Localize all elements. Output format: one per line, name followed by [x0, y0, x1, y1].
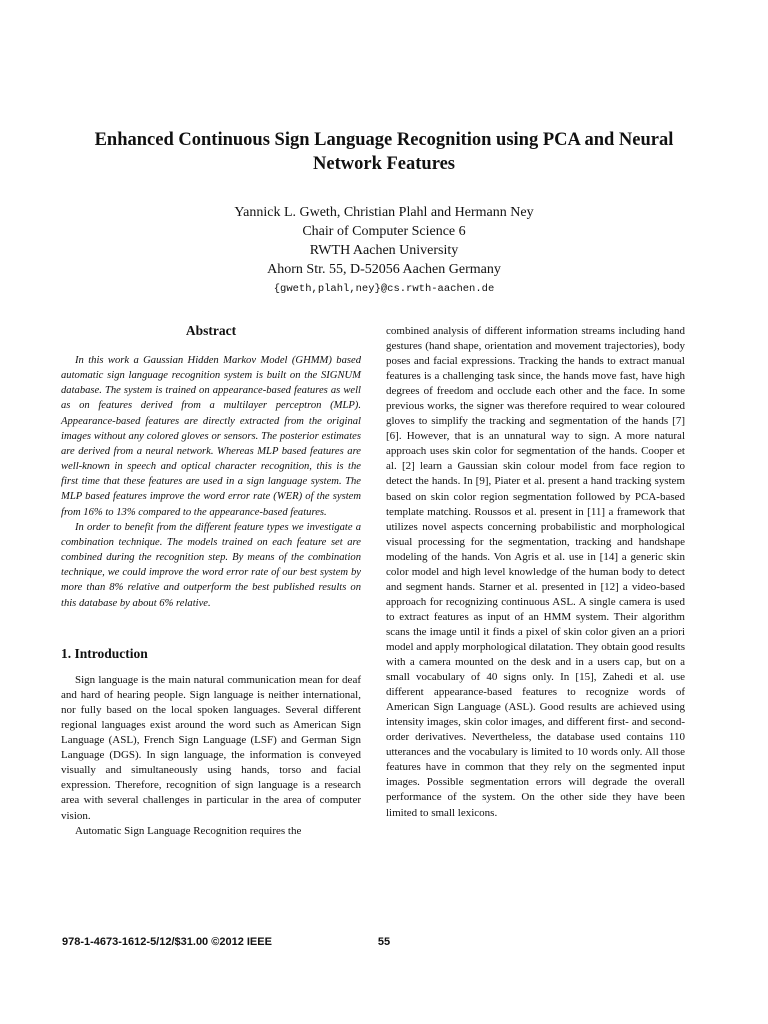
body-paragraph: Sign language is the main natural communication mean for deaf and hard of hearing people. Sign language is neither international, nor fully based on the local spoken languages. Several different regional languages exist around the word such as American Sign Language (ASL), French Sign Language (LSF) and German Sign Language (DGS). In sign language, the information is conveyed visually and simultaneously using hands, torso and facial expression. Therefore, recognition of sign language is a research area with several challenges in particular in the area of computer vision. [61, 673, 361, 822]
affiliation-line: Ahorn Str. 55, D-52056 Aachen Germany [267, 262, 501, 277]
author-block [60, 203, 708, 297]
abstract-paragraph: In order to benefit from the different feature types we investigate a combination technique. The models trained on each feature set are combined during the recognition step. By means of the combination technique, we could improve the word error rate of our best system by more than 8% relative and outperform the best published results on this database by about 6% relative. [61, 521, 361, 609]
page-number: 55 [377, 936, 391, 948]
affiliation-line: Chair of Computer Science 6 [302, 224, 466, 239]
introduction-section [61, 645, 361, 839]
right-column [386, 324, 685, 821]
paper-title [60, 128, 708, 176]
left-column [61, 321, 361, 839]
affiliation-line: RWTH Aachen University [309, 243, 459, 258]
abstract-section [61, 321, 361, 611]
abstract-paragraph: In this work a Gaussian Hidden Markov Model (GHMM) based automatic sign language recognition system is built on the SIGNUM database. The system is trained on appearance-based features as well as on features derived from a multilayer perceptron (MLP). Appearance-based features are directly extracted from the original images without any colored gloves or sensors. The posterior estimates are derived from a neural network. Whereas MLP based features are well-known in speech and optical character recognition, this is the first time that these features are used in a sign language system. The MLP based features improve the word error rate (WER) of the system from 16% to 13% compared to the appearance-based features. [61, 355, 361, 518]
title-line: Network Features [313, 154, 455, 174]
title-line: Enhanced Continuous Sign Language Recognition using PCA and Neural [94, 130, 674, 150]
copyright-footer: 978-1-4673-1612-5/12/$31.00 ©2012 IEEE [62, 936, 272, 948]
abstract-heading: Abstract [185, 323, 237, 338]
author-names: Yannick L. Gweth, Christian Plahl and Hermann Ney [234, 205, 534, 220]
body-paragraph: combined analysis of different information streams including hand gestures (hand shape, orientation and movement trajectories), body poses and facial expressions. Tracking the hands to extract manual features is a challenging task since, the hands move fast, have high degrees of freedom and occlude each other and the face. In some previous works, the signer was therefore required to wear coloured gloves to simplify the tracking and segmentation of the hands [7] [6]. However, that is an unnatural way to sign. A more natural approach uses skin color for segmentation of the hands. Cooper et al. [2] learn a Gaussian skin colour model from face region to detect the hands. In [9], Piater et al. present a hand tracking system based on skin color region segmentation followed by PCA-based template matching. Roussos et al. present in [11] a framework that utilizes novel aspects concerning probabilistic and morphological visual processing for the segmentation, tracking and handshape modeling of the hands. Von Agris et al. use in [14] a generic skin color model and high level knowledge of the human body to detect and segment hands. Starner et al. presented in [12] a video-based approach for recognizing continuous ASL. A single camera is used to extract features as input of an HMM system. Their algorithm scans the image until it finds a pixel of skin color given an a priori model and apply morphological dilatation. They obtain good results with a camera mounted on the desk and in a users cap, but on a small vocabulary of 40 signs only. In [15], Zahedi et al. use different appearance-based features to recognize words of American Sign Language (ASL). Good results are achieved using intensity images, skin color images, and different first- and second-order derivatives. Nevertheless, the database used contains 110 utterances and the vocabulary is limited to 10 words only. All those features have in common that they rely on the segmented input images. Possible segmentation errors will degrade the overall performance of the system. On the other side they have been limited to small lexicons. [386, 325, 685, 819]
section-heading: 1. Introduction [61, 645, 148, 661]
body-paragraph: Automatic Sign Language Recognition requires the [75, 824, 302, 837]
author-email: {gweth,plahl,ney}@cs.rwth-aachen.de [273, 283, 495, 295]
